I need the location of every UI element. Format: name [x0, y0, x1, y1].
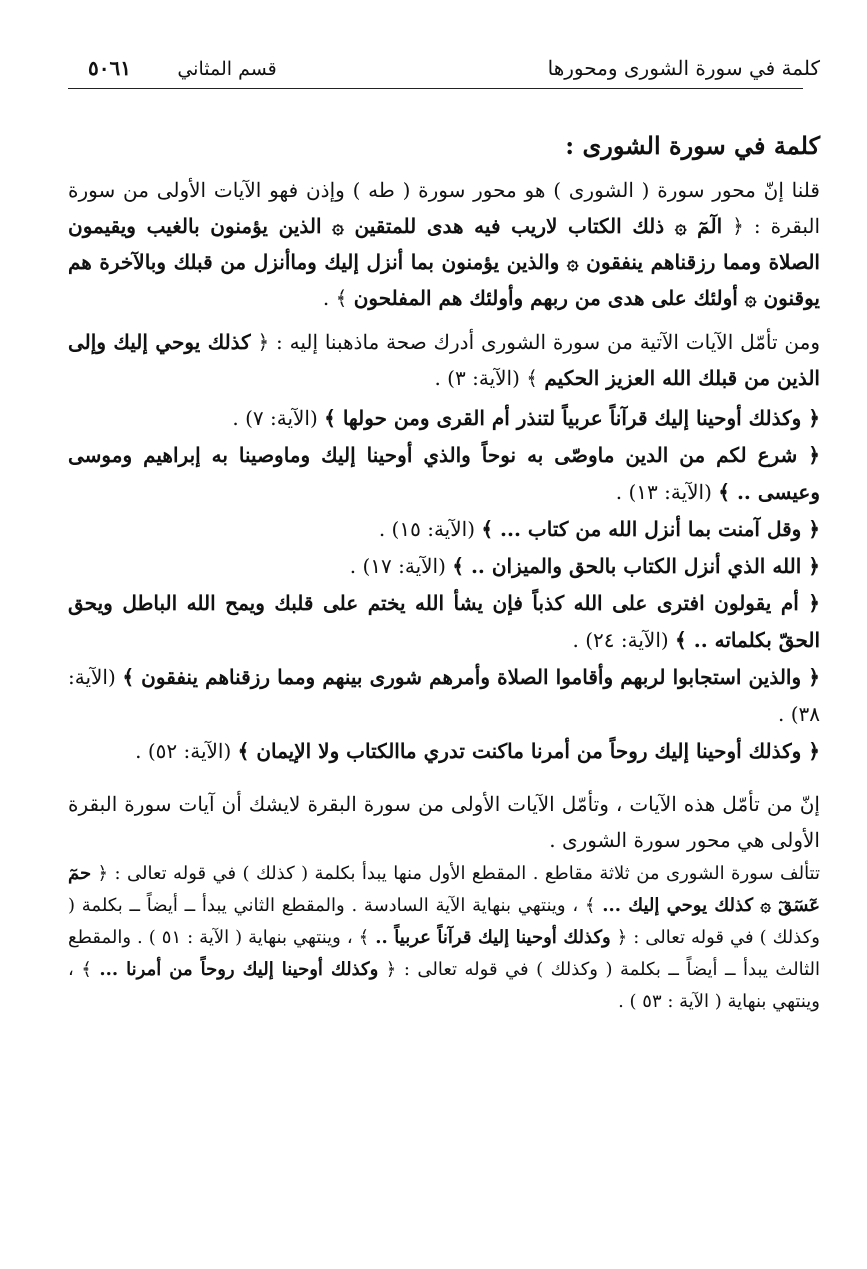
p4-a: تتألف سورة الشورى من ثلاثة مقاطع . المقطع الأول منها يبدأ بكلمة ( كذلك ) في قوله تعالى : ﴿ [91, 863, 820, 884]
section-heading: كلمة في سورة الشورى : [565, 131, 820, 160]
intro-tail: ﴾ . [322, 286, 354, 310]
ayah-ref: (الآية: ٢٤) . [572, 628, 676, 652]
intro-lead: قلنا إنّ محور سورة ( الشورى ) هو محور سورة ( طه ) وإذن فهو الآيات الأولى من سورة البقرة : ﴿ [68, 178, 820, 238]
p4-f: وكذلك أوحينا إليك روحاً من أمرنا ... [99, 959, 379, 980]
p4-e: ﴾ ، وينتهي بنهاية ( الآية : ٥١ ) . والمقطع الثالث يبدأ ــ أيضاً ــ بكلمة ( وكذلك ) في قوله تعالى : ﴿ [68, 927, 820, 980]
conclusion-paragraph: إنّ من تأمّل هذه الآيات ، وتأمّل الآيات الأولى من سورة البقرة لايشك أن آيات سورة البقرة الأولى هي محور سورة الشورى . [68, 792, 820, 852]
page-number: ٥٠٦١ [88, 56, 131, 80]
ayat-list [68, 400, 820, 770]
ayah-text: ﴿ وكذلك أوحينا إليك روحاً من أمرنا ماكنت تدري ماالكتاب ولا الإيمان ﴾ [237, 739, 820, 763]
ayah-text: ﴿ وكذلك أوحينا إليك قرآناً عربياً لتنذر أم القرى ومن حولها ﴾ [324, 406, 820, 430]
p4-b: حمٓ عٓسٓقٓ ۞ كذلك يوحي إليك ... [68, 863, 820, 916]
ayah-text: ﴿ شرع لكم من الدين ماوصّى به نوحاً والذي أوحينا إليك وماوصينا به إبراهيم وموسى وعيسى .. ﴾ [68, 443, 820, 504]
book-page [68, 50, 820, 1018]
running-header [68, 50, 820, 84]
ayah-item [68, 659, 820, 733]
running-title: كلمة في سورة الشورى ومحورها [547, 56, 820, 80]
evidence-paragraph [68, 324, 820, 396]
intro-quote: الٓمٓ ۞ ذلك الكتاب لاريب فيه هدى للمتقين ۞ الذين يؤمنون بالغيب ويقيمون الصلاة ومما رزقناهم ينفقون ۞ والذين يؤمنون بما أنزل إليك وماأنزل من قبلك وبالآخرة هم يوقنون ۞ أولئك على هدى من ربهم وأولئك هم المفلحون [68, 214, 820, 310]
p4-g: ﴾ ، وينتهي بنهاية ( الآية : ٥٣ ) . [68, 959, 820, 1012]
intro-paragraph [68, 172, 820, 316]
p4-c: ﴾ ، وينتهي بنهاية الآية السادسة . والمقطع الثاني يبدأ ــ أيضاً ــ بكلمة ( وكذلك ) في قوله تعالى : ﴿ [68, 895, 820, 948]
para2-lead: ومن تأمّل الآيات الآتية من سورة الشورى أدرك صحة ماذهبنا إليه : ﴿ [250, 330, 821, 354]
ayah-item [68, 400, 820, 437]
para2-quote: كذلك يوحي إليك وإلى الذين من قبلك الله العزيز الحكيم [68, 330, 820, 390]
ayah-item [68, 548, 820, 585]
structure-paragraph [68, 858, 820, 1018]
ayah-ref: (الآية: ٥٢) . [135, 739, 238, 763]
spacer [68, 770, 820, 786]
section-name: قسم المثاني [177, 58, 277, 80]
ayah-item [68, 437, 820, 511]
ayah-item [68, 733, 820, 770]
ayah-text: ﴿ الله الذي أنزل الكتاب بالحق والميزان .. ﴾ [452, 554, 820, 578]
ayah-ref: (الآية: ٧) . [232, 406, 325, 430]
ayah-ref: (الآية: ١٥) . [378, 517, 482, 541]
para2-ref: ﴾ (الآية: ٣) . [434, 366, 545, 390]
ayah-text: ﴿ والذين استجابوا لربهم وأقاموا الصلاة وأمرهم شورى بينهم ومما رزقناهم ينفقون ﴾ [122, 665, 820, 689]
p4-d: وكذلك أوحينا إليك قرآناً عربياً .. [375, 927, 611, 948]
ayah-ref: (الآية: ٣٨) . [68, 665, 820, 726]
ayah-text: ﴿ أم يقولون افترى على الله كذباً فإن يشأ الله يختم على قلبك ويمح الله الباطل ويحق الحقّ بكلماته .. ﴾ [68, 591, 820, 652]
header-left [88, 56, 277, 80]
ayah-text: ﴿ وقل آمنت بما أنزل الله من كتاب ... ﴾ [481, 517, 820, 541]
ayah-item [68, 585, 820, 659]
ayah-ref: (الآية: ١٣) . [615, 480, 719, 504]
ayah-item [68, 511, 820, 548]
ayah-ref: (الآية: ١٧) . [349, 554, 453, 578]
header-rule [68, 88, 803, 89]
